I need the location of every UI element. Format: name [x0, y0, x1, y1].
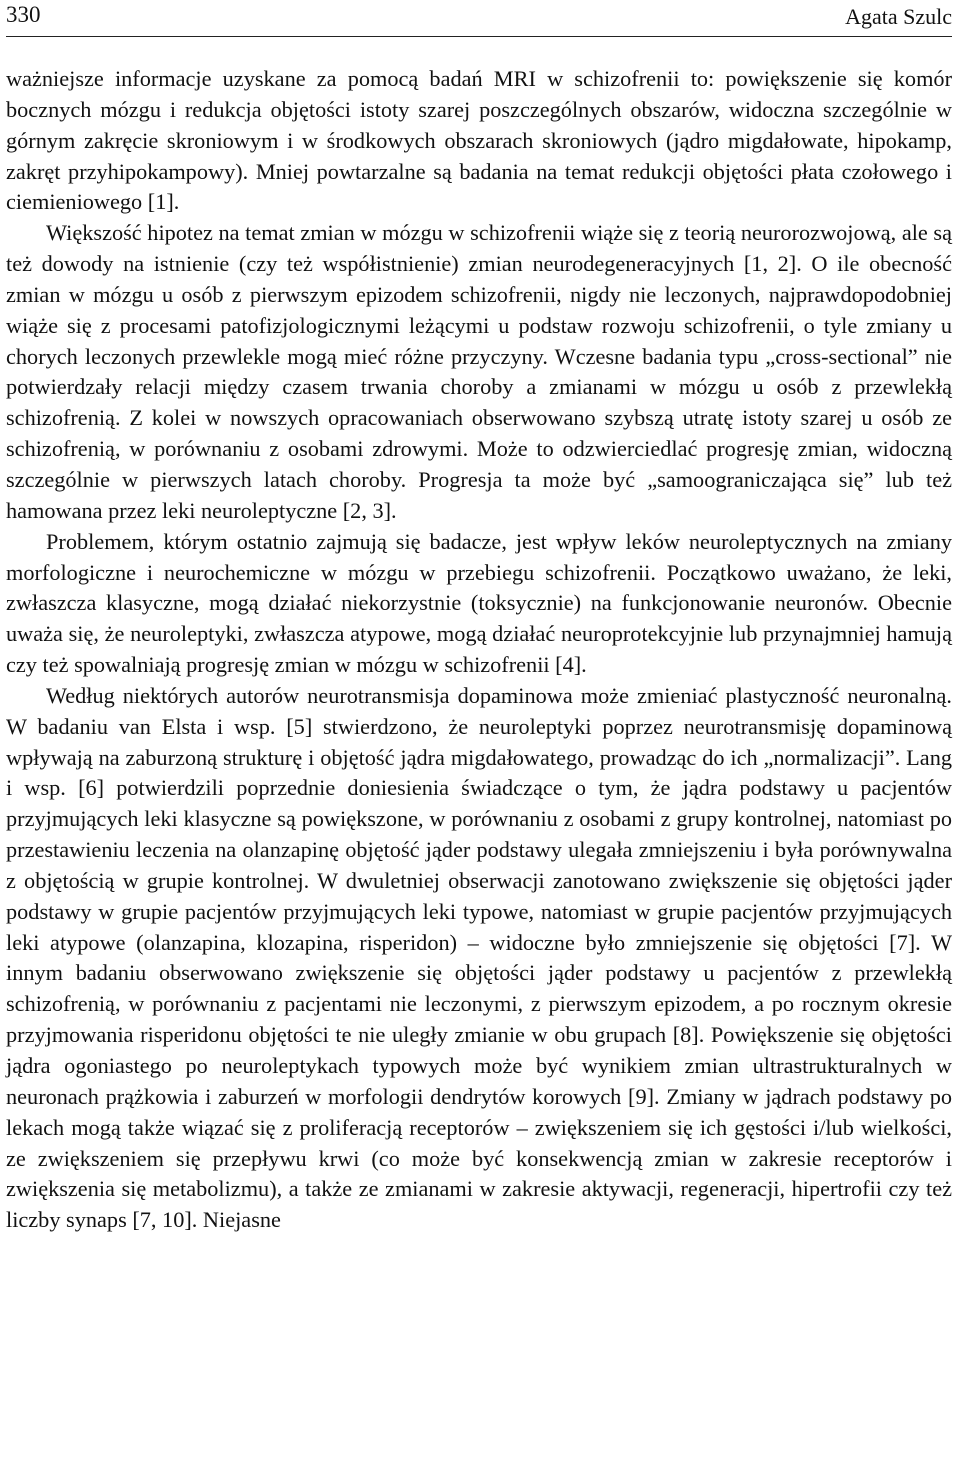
body-paragraph: ważniejsze informacje uzyskane za pomocą badań MRI w schizofrenii to: powiększenie się komór bocznych mózgu i redukcja objętości istoty szarej poszczególnych obszarów, widoczna szczególnie w górnym zakręcie skroniowym i w środkowych obszarach skroniowych (jądro migdałowate, hipokamp, zakręt przyhipokampowy). Mniej powtarzalne są badania na temat redukcji objętości płata czołowego i ciemieniowego [1].	[6, 66, 952, 215]
article-body	[6, 64, 952, 1236]
page-number: 330	[6, 2, 41, 27]
body-paragraph: Problemem, którym ostatnio zajmują się badacze, jest wpływ leków neuroleptycznych na zmiany morfologiczne i neurochemiczne w mózgu w przebiegu schizofrenii. Początkowo uważano, że leki, zwłaszcza klasyczne, mogą działać niekorzystnie (toksycznie) na funkcjonowanie neuronów. Obecnie uważa się, że neuroleptyki, zwłaszcza atypowe, mogą działać neuroprotekcyjnie lub przynajmniej hamują czy też spowalniają progresję zmian w mózgu w schizofrenii [4].	[6, 528, 952, 678]
body-paragraph: Według niektórych autorów neurotransmisja dopaminowa może zmieniać plastyczność neuronalną. W badaniu van Elsta i wsp. [5] stwierdzono, że neuroleptyki poprzez neurotransmisję dopaminową wpływają na zaburzoną strukturę i objętość jądra migdałowatego, prowadząc do ich „normalizacji”. Lang i wsp. [6] potwierdzili poprzednie doniesienia świadczące o tym, że jądra podstawy u pacjentów przyjmujących leki klasyczne są powiększone, w porównaniu z osobami z grupy kontrolnej, natomiast po przestawieniu leczenia na olanzapinę objętość jąder podstawy ulegała zmniejszeniu i była porównywalna z objętością w grupie kontrolnej. W dwuletniej obserwacji zanotowano zwiększenie się objętości jąder podstawy w grupie pacjentów przyjmujących leki typowe, natomiast w grupie pacjentów przyjmujących leki atypowe (olanzapina, klozapina, risperidon) – widoczne było zmniejszenie się objętości [7]. W innym badaniu obserwowano zwiększenie się objętości jąder podstawy u pacjentów z przewlekłą schizofrenią, w porównaniu z pacjentami nie leczonymi, z pierwszym epizodem, a po rocznym okresie przyjmowania risperidonu objętości te nie uległy zmianie w obu grupach [8]. Powiększenie się objętości jądra ogoniastego po neuroleptykach typowych może być wynikiem zmian ultrastrukturalnych w neuronach prążkowia i zaburzeń w morfologii dendrytów korowych [9]. Zmiany w jądrach podstawy po lekach mogą także wiązać się z proliferacją receptorów – zwiększeniem się ich gęstości i/lub wielkości, ze zwiększeniem się przepływu krwi (co może być konsekwencją zmian w zakresie receptorów i zwiększenia się metabolizmu), a także ze zmianami w zakresie aktywacji, regeneracji, hipertrofii czy też liczby synaps [7, 10]. Niejasne	[6, 682, 952, 1233]
body-paragraph: Większość hipotez na temat zmian w mózgu w schizofrenii wiąże się z teorią neurorozwojową, ale są też dowody na istnienie (czy też współistnienie) zmian neurodegeneracyjnych [1, 2]. O ile obecność zmian w mózgu u osób z pierwszym epizodem schizofrenii, nigdy nie leczonych, najprawdopodobniej wiąże się z procesami patofizjologicznymi leżącymi u podstaw rozwoju schizofrenii, o tyle zmiany u chorych leczonych przewlekle mogą mieć różne przyczyny. Wczesne badania typu „cross-sectional” nie potwierdzały relacji między czasem trwania choroby a zmianami w mózgu u osób z przewlekłą schizofrenią. Z kolei w nowszych opracowaniach obserwowano szybszą utratę istoty szarej u osób ze schizofrenią, w porównaniu z osobami zdrowymi. Może to odzwierciedlać progresję zmian, widoczną szczególnie w pierwszych latach choroby. Progresja ta może być „samoograniczająca się” lub też hamowana przez leki neuroleptyczne [2, 3].	[6, 220, 952, 523]
running-head-author: Agata Szulc	[845, 4, 952, 29]
page-header	[6, 0, 952, 37]
